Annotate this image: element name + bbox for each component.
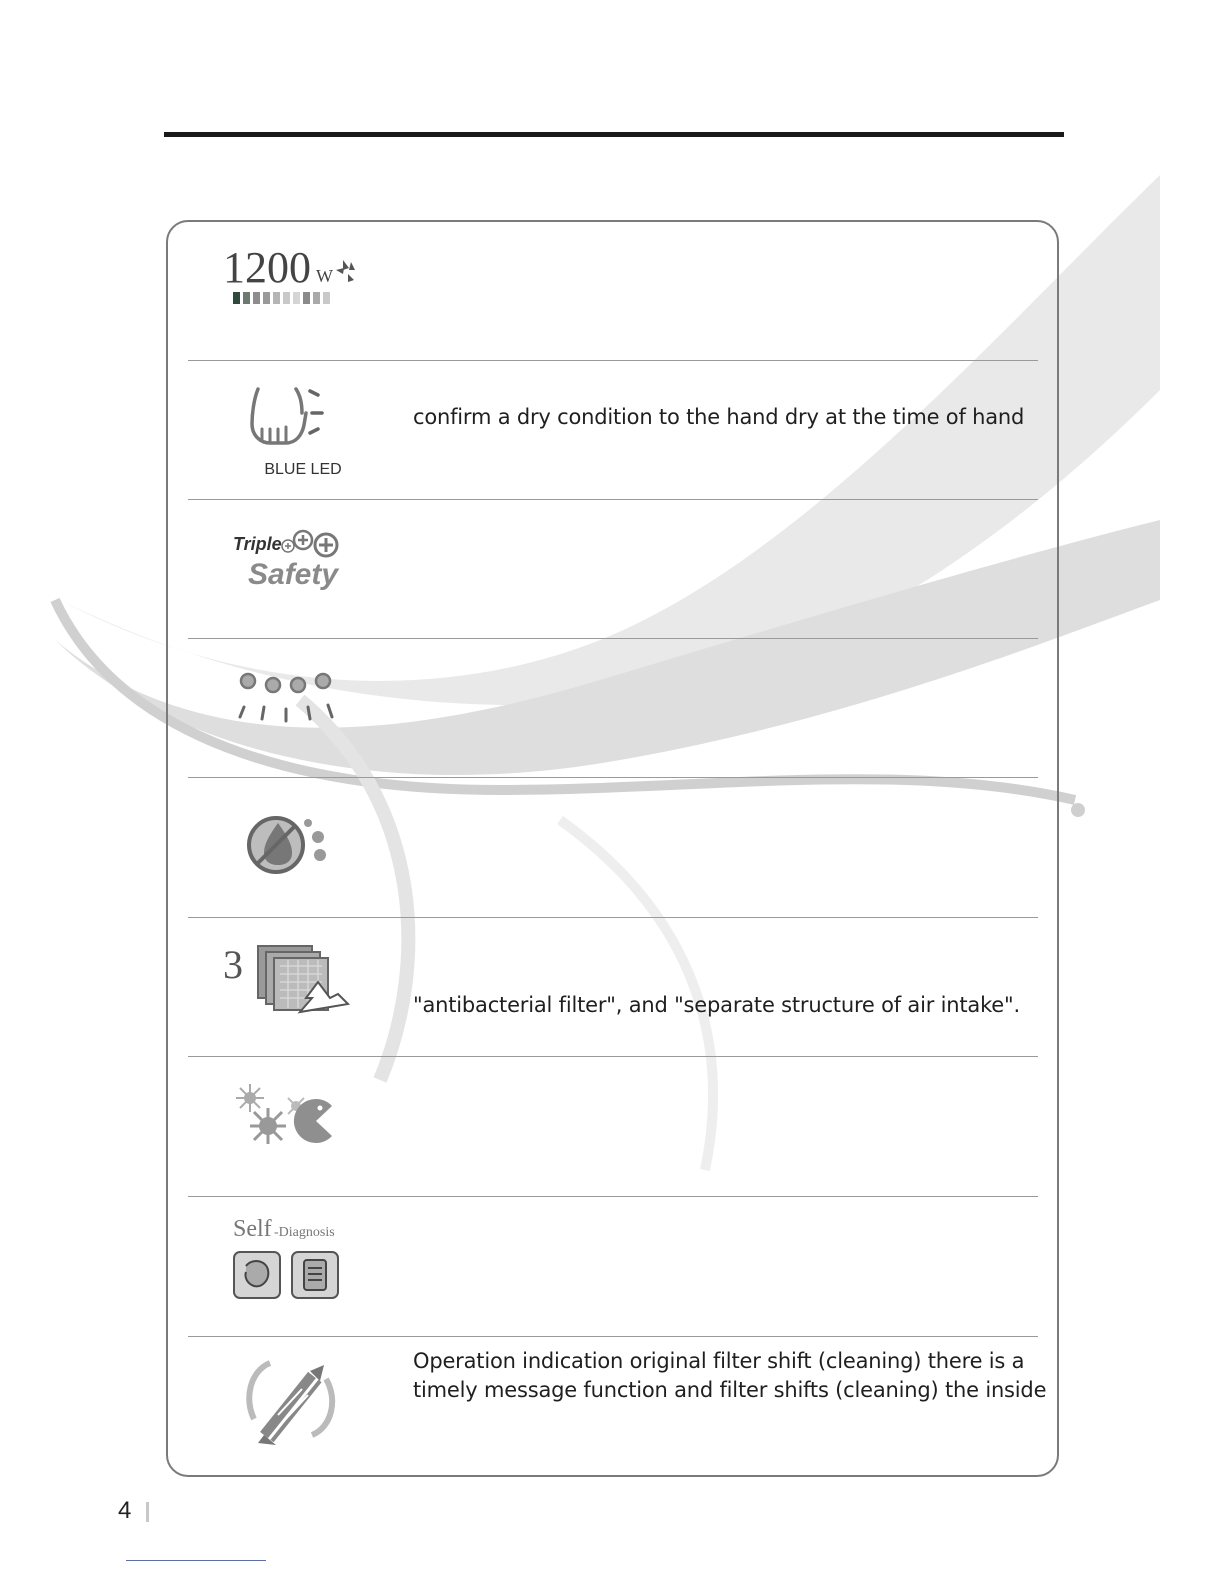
antibacterial-icon <box>208 1066 368 1186</box>
feature-row-blue-led <box>188 361 1038 500</box>
row-divider <box>188 1056 1038 1058</box>
svg-text:3: 3 <box>223 942 243 987</box>
svg-text:Safety: Safety <box>248 558 339 591</box>
filter-shift-icon <box>208 1345 368 1465</box>
feature-row-triple-safety <box>188 500 1038 639</box>
blue-led-label: BLUE LED <box>264 461 342 478</box>
feature-text-line: confirm a dry condition to the hand dry at the time of hand <box>413 405 1025 429</box>
page-number-tick <box>146 1502 149 1522</box>
triple-safety-icon <box>208 508 368 628</box>
feature-row-led-lights <box>188 639 1038 778</box>
1200w-power-icon <box>208 230 368 350</box>
icon-text-1200: 1200 <box>223 243 311 292</box>
feature-row-antibacterial <box>188 1058 1038 1197</box>
svg-text:-Diagnosis: -Diagnosis <box>274 1225 335 1240</box>
svg-text:Self: Self <box>233 1216 272 1242</box>
feature-row-self-diagnosis <box>188 1198 1038 1337</box>
feature-row-triple-filter <box>188 918 1038 1057</box>
feature-row-filter-shift <box>188 1337 1047 1476</box>
top-rule <box>164 132 1064 137</box>
bottom-link-underline <box>126 1560 266 1561</box>
led-lights-icon <box>208 647 368 767</box>
feature-row-1200w <box>188 222 1038 361</box>
no-water-drop-icon <box>208 787 368 907</box>
svg-text:Triple: Triple <box>233 534 282 554</box>
row-divider <box>188 777 1038 779</box>
feature-text-line: timely message function and filter shifts (cleaning) the inside <box>413 1378 1047 1402</box>
feature-text-line: Operation indication original filter shift (cleaning) there is a <box>413 1349 1025 1373</box>
page-number: 4 <box>118 1497 132 1524</box>
triple-filter-icon <box>208 926 368 1046</box>
svg-text:W: W <box>316 266 333 286</box>
feature-text-line: "antibacterial filter", and "separate structure of air intake". <box>413 993 1020 1017</box>
hand-blue-led-icon <box>208 369 368 489</box>
row-divider <box>188 1196 1038 1198</box>
feature-row-no-water <box>188 779 1038 918</box>
self-diagnosis-icon <box>208 1206 368 1326</box>
